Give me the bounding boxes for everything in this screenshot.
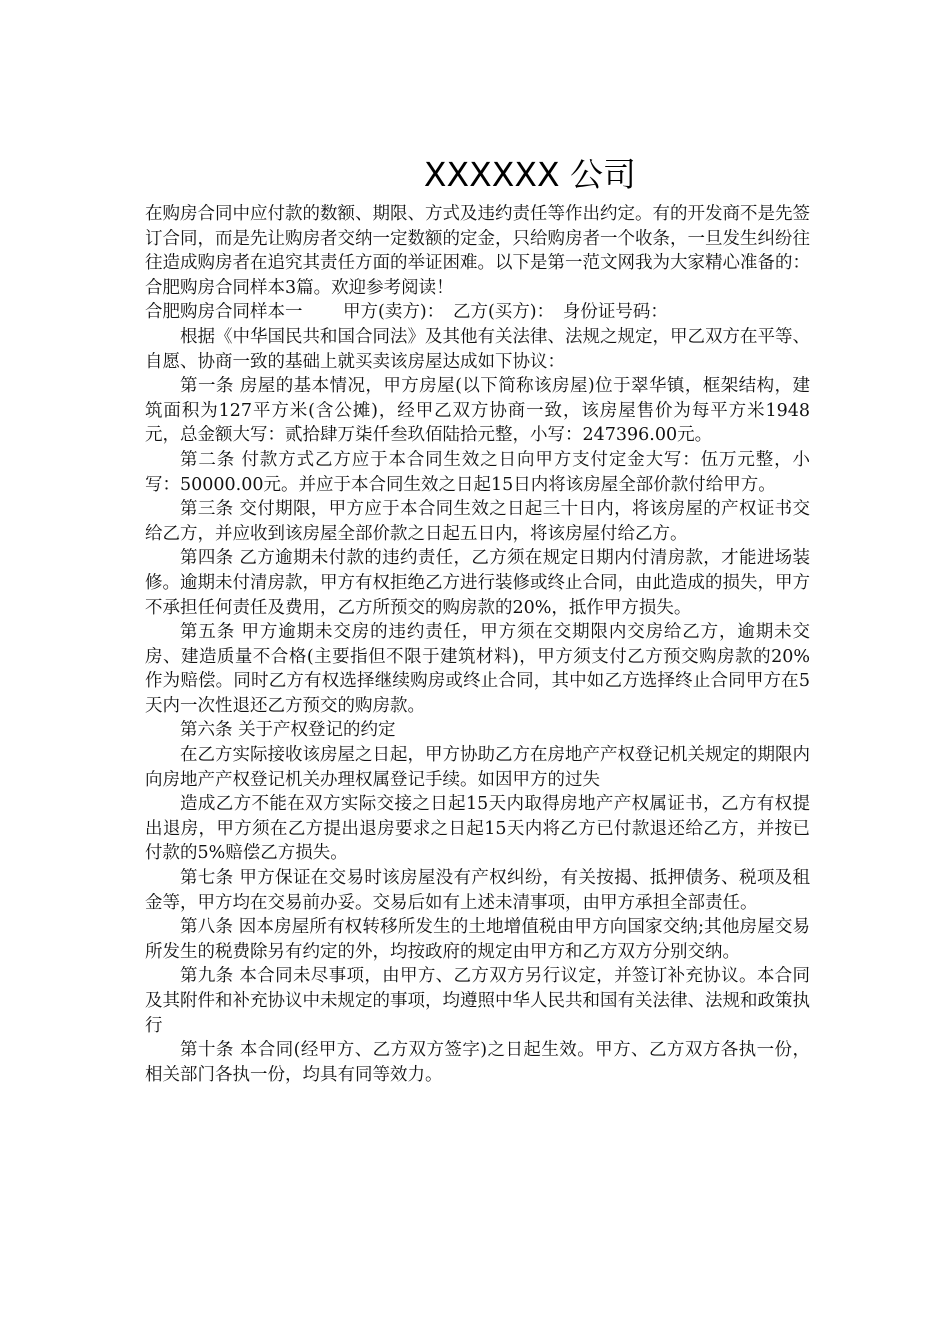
page-title: XXXXXX 公司 bbox=[423, 155, 637, 194]
paragraph-article-10: 第十条 本合同(经甲方、乙方双方签字)之日起生效。甲方、乙方双方各执一份，相关部门各执一份，均具有同等效力。 bbox=[145, 1040, 810, 1085]
paragraph-article-6-heading: 第六条 关于产权登记的约定 bbox=[180, 720, 396, 741]
paragraph-article-6-body: 在乙方实际接收该房屋之日起，甲方协助乙方在房地产产权登记机关规定的期限内向房地产产权登记机关办理权属登记手续。如因甲方的过失 bbox=[145, 745, 810, 790]
paragraph-article-8: 第八条 因本房屋所有权转移所发生的土地增值税由甲方向国家交纳;其他房屋交易所发生的税费除另有约定的外，均按政府的规定由甲方和乙方双方分别交纳。 bbox=[145, 917, 810, 962]
intro-paragraph: 在购房合同中应付款的数额、期限、方式及违约责任等作出约定。有的开发商不是先签订合同，而是先让购房者交纳一定数额的定金，只给购房者一个收条，一旦发生纠纷往往造成购房者在追究其责任方面的举证困难。以下是第一范文网我为大家精心准备的：合肥购房合同样本3篇。欢迎参考阅读！ bbox=[145, 204, 810, 298]
paragraph-article-1: 第一条 房屋的基本情况，甲方房屋(以下简称该房屋)位于翠华镇，框架结构，建筑面积为127平方米(含公摊)，经甲乙双方协商一致，该房屋售价为每平方米1948元，总金额大写：贰拾肆万柒仟叁玖佰陆拾元整，小写：247396.00元。 bbox=[145, 376, 810, 446]
document-body bbox=[145, 202, 810, 1087]
paragraph-article-6-continued: 造成乙方不能在双方实际交接之日起15天内取得房地产产权属证书，乙方有权提出退房，甲方须在乙方提出退房要求之日起15天内将乙方已付款退还给乙方，并按已付款的5%赔偿乙方损失。 bbox=[145, 794, 810, 864]
paragraph-preamble: 根据《中华国民共和国合同法》及其他有关法律、法规之规定，甲乙双方在平等、自愿、协商一致的基础上就买卖该房屋达成如下协议： bbox=[145, 326, 810, 372]
paragraph-article-5: 第五条 甲方逾期未交房的违约责任，甲方须在交期限内交房给乙方，逾期未交房、建造质量不合格(主要指但不限于建筑材料)，甲方须支付乙方预交购房款的20%作为赔偿。同时乙方有权选择继续购房或终止合同，其中如乙方选择终止合同甲方在5天内一次性退还乙方预交的购房款。 bbox=[145, 622, 810, 716]
paragraph-article-7: 第七条 甲方保证在交易时该房屋没有产权纠纷，有关按揭、抵押债务、税项及租金等，甲方均在交易前办妥。交易后如有上述未清事项，由甲方承担全部责任。 bbox=[145, 868, 810, 913]
paragraph-article-9: 第九条 本合同未尽事项，由甲方、乙方双方另行议定，并签订补充协议。本合同及其附件和补充协议中未规定的事项，均遵照中华人民共和国有关法律、法规和政策执行 bbox=[145, 966, 810, 1036]
paragraph-article-4: 第四条 乙方逾期未付款的违约责任，乙方须在规定日期内付清房款，才能进场装修。逾期未付清房款，甲方有权拒绝乙方进行装修或终止合同，由此造成的损失，甲方不承担任何责任及费用，乙方所预交的购房款的20%，抵作甲方损失。 bbox=[145, 548, 810, 618]
parties-line: 合肥购房合同样本一 甲方(卖方)： 乙方(买方)： 身份证号码： bbox=[145, 302, 668, 323]
paragraph-article-3: 第三条 交付期限，甲方应于本合同生效之日起三十日内，将该房屋的产权证书交给乙方，并应收到该房屋全部价款之日起五日内，将该房屋付给乙方。 bbox=[145, 499, 810, 544]
paragraph-article-2: 第二条 付款方式乙方应于本合同生效之日向甲方支付定金大写：伍万元整，小写：50000.00元。并应于本合同生效之日起15日内将该房屋全部价款付给甲方。 bbox=[145, 449, 810, 495]
